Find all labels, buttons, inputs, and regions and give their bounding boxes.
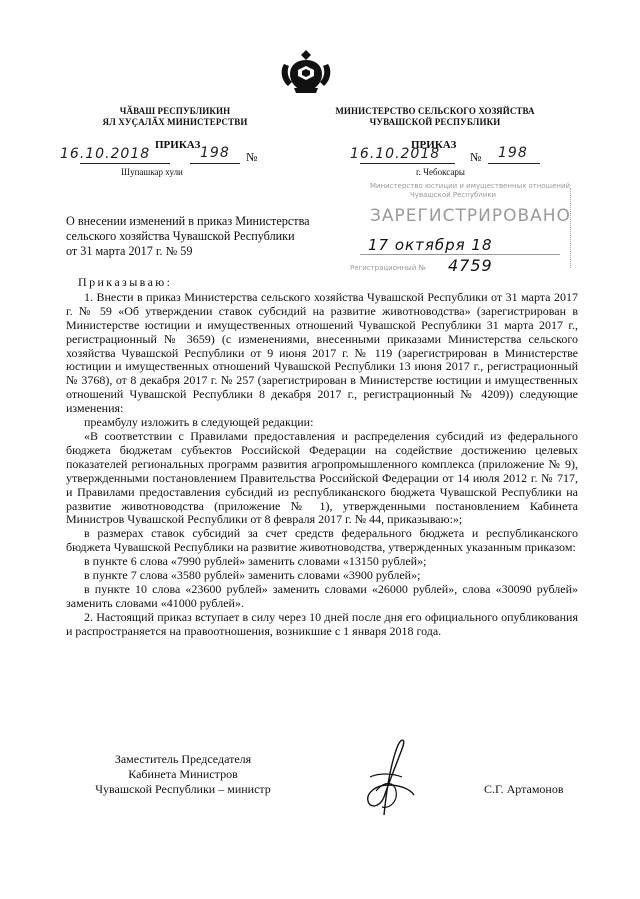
left-doc-type: ПРИКАЗ [155, 139, 201, 151]
left-org-line1: ЧӐВАШ РЕСПУБЛИКИН [119, 106, 231, 116]
stamp-date: 17 октября 18 [368, 236, 493, 254]
subject-line3: от 31 марта 2017 г. № 59 [66, 244, 193, 258]
left-org-line2: ЯЛ ХУÇАЛӐХ МИНИСТЕРСТВИ [102, 117, 248, 127]
paragraph-4: в размерах ставок субсидий за счет средств федерального бюджета и республиканского бюджета Чувашской Республики на развитие животноводства, утвержденных указанным приказом: [66, 526, 578, 555]
left-city: Шупашкар хули [121, 167, 183, 177]
paragraph-8: 2. Настоящий приказ вступает в силу через 10 дней после дня его официального опубликования и распространяется на правоотношения, возникшие с 1 января 2018 года. [66, 609, 578, 638]
stamp-reg-number: 4759 [448, 256, 493, 275]
signatory-line3: Чувашской Республики – министр [95, 782, 271, 796]
stamp-line1: Министерство юстиции и имущественных отношений [370, 182, 571, 190]
signatory-line1: Заместитель Председателя [114, 752, 252, 766]
paragraph-3: «В соответствии с Правилами предоставления и распределения субсидий из федерального бюджета бюджетам субъектов Российской Федерации на содействие достижению целевых показателей региональных программ развития агропромышленного комплекса (приложение № 9), утвержденными постановлением Правительства Российской Федерации от 14 июля 2012 г. № 717, и Правилами предоставления субсидий из республиканского бюджета Чувашской Республики на развитие животноводства (приложение № 1), утвержденными постановлением Кабинета Министров Чувашской Республики от 8 февраля 2017 г. № 44, приказываю:»; [66, 428, 578, 527]
paragraph-1: 1. Внести в приказ Министерства сельского хозяйства Чувашской Республики от 31 марта 2017 г. № 59 «Об утверждении ставок субсидий на развитие животноводства» (зарегистрирован в Министерстве юстиции и имущественных отношений Чувашской Республики 31 марта 2017 г., регистрационный № 3659) (с изменениями, внесенными приказами Министерства сельского хозяйства Чувашской Республики от 9 июня 2017 г. № 119 (зарегистрирован в Министерстве юстиции и имущественных отношений Чувашской Республики 13 июня 2017 г., регистрационный № 3768), от 8 декабря 2017 г. № 257 (зарегистрирован в Министерстве юстиции и имущественных отношений Чувашской Республики 8 декабря 2017 г., регистрационный № 4209)) следующие изменения: [66, 289, 578, 416]
right-number-sign: № [470, 150, 482, 164]
stamp-frame-right [570, 188, 572, 268]
stamp-word: ЗАРЕГИСТРИРОВАНО [370, 206, 571, 226]
stamp-reg-label: Регистрационный № [350, 264, 426, 272]
stamp-line2: Чувашской Республики [410, 191, 497, 199]
right-date-line [360, 163, 455, 164]
right-org-line1: МИНИСТЕРСТВО СЕЛЬСКОГО ХОЗЯЙСТВА [335, 106, 535, 116]
paragraph-7: в пункте 10 слова «23600 рублей» заменить словами «26000 рублей», слова «30090 рублей» заменить словами «41000 рублей». [66, 581, 578, 610]
handwritten-signature [340, 735, 430, 820]
right-org-line2: ЧУВАШСКОЙ РЕСПУБЛИКИ [369, 117, 501, 127]
subject-line2: сельского хозяйства Чувашской Республики [66, 229, 295, 243]
paragraph-2: преамбулу изложить в следующей редакции: [84, 415, 314, 430]
coat-of-arms-emblem [276, 46, 336, 96]
left-date: 16.10.2018 [60, 146, 151, 162]
right-city: г. Чебоксары [416, 167, 465, 177]
order-word: Приказываю: [78, 275, 173, 289]
signatory-name: С.Г. Артамонов [484, 782, 564, 796]
right-date: 16.10.2018 [350, 146, 441, 162]
left-number: 198 [200, 145, 230, 161]
signatory-title [66, 752, 326, 797]
left-number-sign: № [246, 150, 258, 164]
document-body [66, 276, 578, 639]
right-doc-type: ПРИКАЗ [411, 139, 457, 151]
subject-line1: О внесении изменений в приказ Министерства [66, 214, 310, 228]
left-number-line [190, 163, 240, 164]
paragraph-5: в пункте 6 слова «7990 рублей» заменить словами «13150 рублей»; [84, 554, 427, 569]
right-org-name [335, 106, 535, 128]
paragraph-6: в пункте 7 слова «3580 рублей» заменить словами «3900 рублей»; [84, 568, 421, 583]
document-subject [66, 214, 346, 259]
left-date-line [80, 163, 170, 164]
right-number-line [488, 163, 540, 164]
stamp-date-line [360, 254, 560, 255]
left-org-name [75, 106, 275, 128]
registration-stamp [340, 178, 580, 278]
signatory-line2: Кабинета Министров [128, 767, 238, 781]
right-number: 198 [498, 145, 528, 161]
